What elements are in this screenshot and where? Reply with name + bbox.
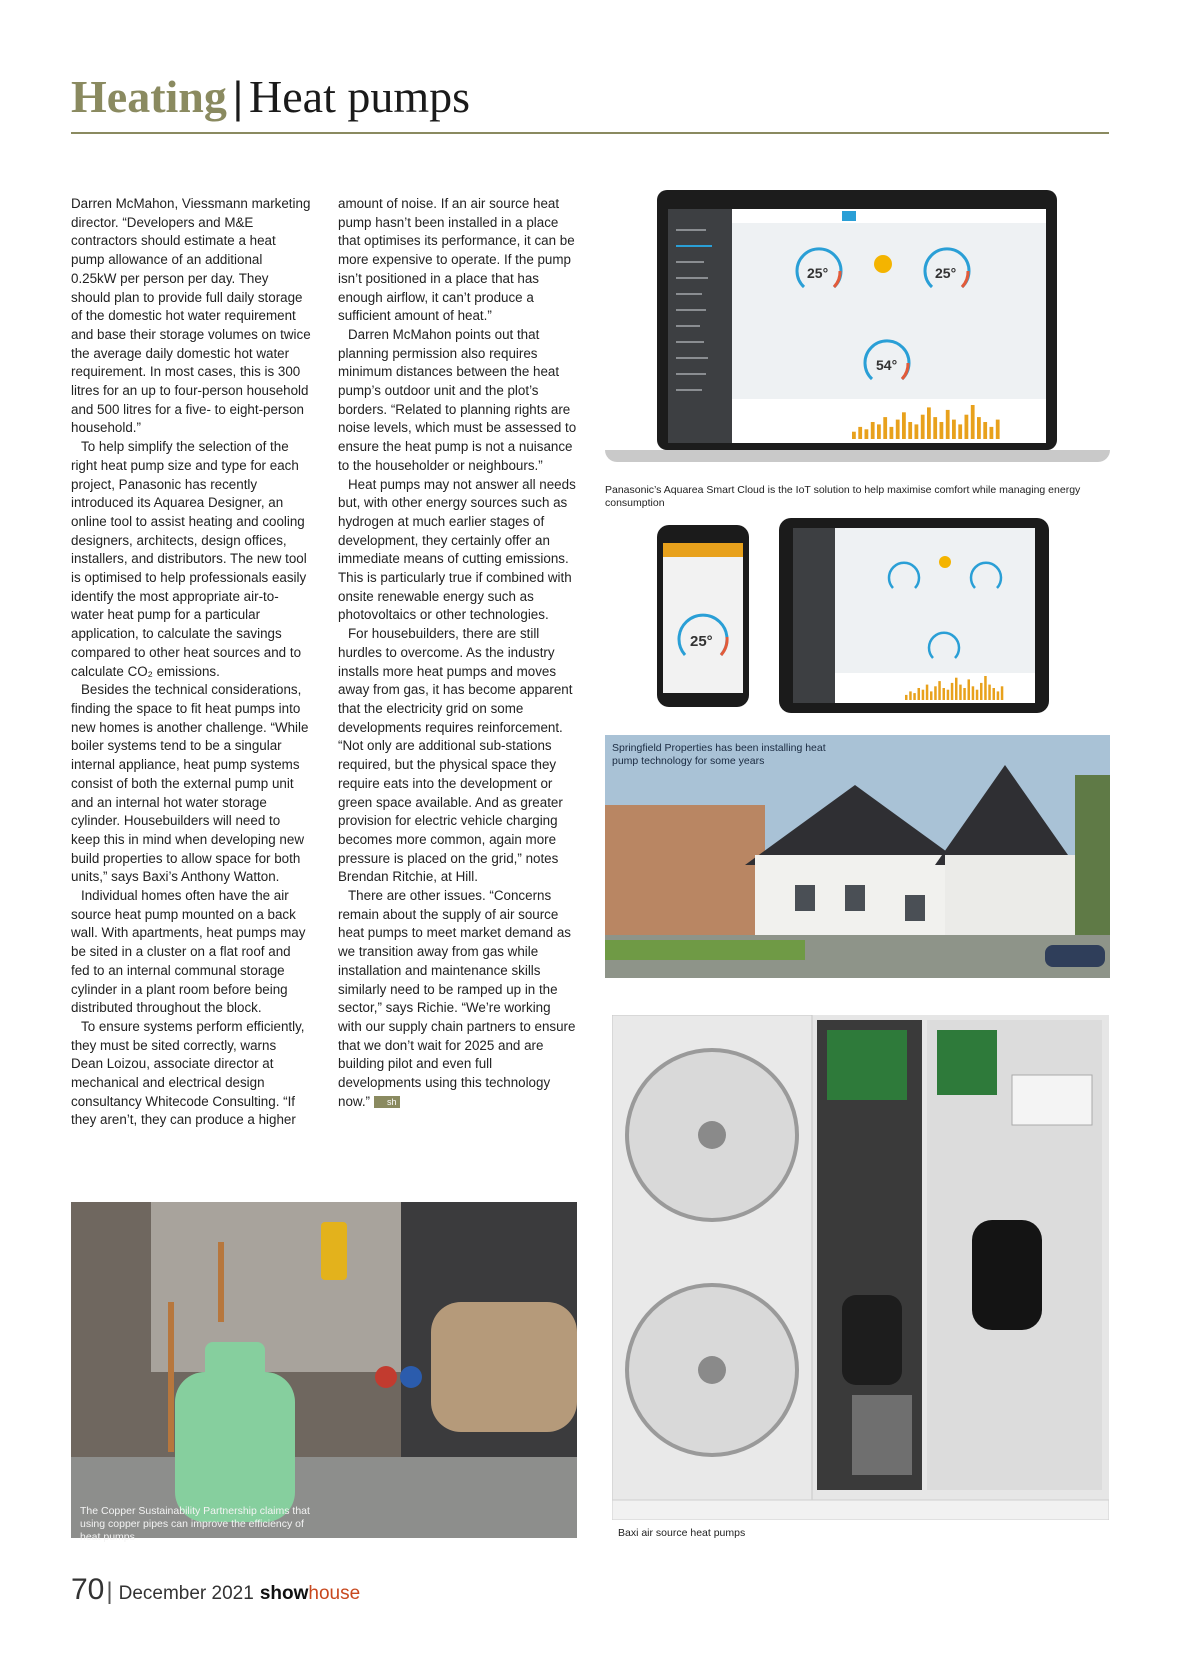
paragraph: Darren McMahon, Viessmann marketing director. “Developers and M&E contractors should estimate a heat pump allowance of an additional 0.25kW per person per day. They should plan to provide full daily storage of the domestic hot water requirement and base their storage volumes on twice the average daily domestic hot water requirement. In most cases, this is 300 litres for an up to four-person household and 500 litres for a five- to eight-person household.” bbox=[71, 196, 311, 436]
text-column-2 bbox=[338, 195, 578, 1111]
laptop-caption: Panasonic’s Aquarea Smart Cloud is the IoT solution to help maximise comfort while managing energy consumption bbox=[605, 484, 1081, 509]
gauge-left-value: 25° bbox=[807, 265, 829, 281]
paragraph: amount of noise. If an air source heat pump hasn’t been installed in a place that optimises its performance, it can be more expensive to operate. If the pump isn’t positioned in a place that has enough airflow, it can’t produce a sufficient amount of heat.” bbox=[338, 196, 575, 324]
energy-bar bbox=[883, 417, 887, 439]
page-header bbox=[71, 70, 470, 130]
paragraph: For housebuilders, there are still hurdles to overcome. As the industry installs more heat pumps and moves away from gas, it has become apparent that the electricity grid on some developments requires reinforcement. “Not only are additional sub-stations required, but the physical space they require eats into the development or green space available. And as greater provision for electric vehicle charging becomes more common, again more pressure is placed on the grid,” notes Brendan Ritchie, at Hill. bbox=[338, 626, 573, 885]
phone-app-bar bbox=[663, 543, 743, 557]
sidebar-menu-lines bbox=[668, 209, 732, 443]
energy-bar bbox=[865, 429, 869, 439]
paragraph: To help simplify the selection of the right heat pump size and type for each project, Panasonic has recently introduced its Aquarea Designer, an online tool to assist heating and cooling designers, architects, design offices, installers, and distributors. The new tool is optimised to help professionals easily identify the most appropriate air-to-water heat pump for a particular application, to calculate the savings compared to other heat sources and to calculate CO₂ emissions. bbox=[71, 439, 307, 679]
smart-cloud-dashboard bbox=[668, 209, 1046, 443]
paragraph: Heat pumps may not answer all needs but, with other energy sources such as hydrogen at much earlier stages of development, they certainly offer an immediate means of cutting emissions. This is particularly true if combined with onsite renewable energy such as photovoltaics or other technologies. bbox=[338, 476, 576, 623]
laptop-base bbox=[605, 450, 1110, 462]
energy-bar bbox=[905, 695, 908, 700]
phone-screen bbox=[663, 543, 743, 693]
energy-bar bbox=[996, 420, 1000, 439]
end-mark: sh bbox=[374, 1096, 400, 1108]
energy-bar bbox=[934, 686, 937, 700]
laptop-figure bbox=[605, 190, 1110, 472]
energy-bar bbox=[871, 422, 875, 439]
energy-bar bbox=[940, 422, 944, 439]
tablet-sidebar bbox=[793, 528, 835, 703]
energy-bar bbox=[913, 693, 916, 700]
energy-bar bbox=[993, 688, 996, 700]
heat-pump-illustration bbox=[612, 1015, 1109, 1520]
energy-bar bbox=[852, 432, 856, 439]
energy-bar bbox=[1001, 686, 1004, 700]
heat-pump-caption: Baxi air source heat pumps bbox=[618, 1527, 746, 1539]
energy-bar bbox=[980, 683, 983, 700]
energy-bar bbox=[959, 685, 962, 700]
energy-bar bbox=[896, 420, 900, 439]
energy-bar bbox=[858, 427, 862, 439]
houses-caption: Springfield Properties has been installing heat pump technology for some years bbox=[612, 742, 826, 767]
energy-bar bbox=[908, 422, 912, 439]
energy-bar bbox=[938, 681, 941, 700]
energy-bar bbox=[963, 688, 966, 700]
energy-bar bbox=[902, 412, 906, 439]
header-separator: | bbox=[232, 71, 244, 122]
energy-bar bbox=[977, 417, 981, 439]
energy-bar bbox=[983, 422, 987, 439]
energy-bar bbox=[909, 691, 912, 700]
page-footer bbox=[71, 1573, 360, 1613]
tablet bbox=[779, 518, 1049, 713]
energy-bar bbox=[922, 690, 925, 700]
energy-bar bbox=[918, 688, 921, 700]
energy-bar bbox=[955, 678, 958, 700]
tablet-dashboard bbox=[835, 528, 1035, 703]
energy-bar bbox=[976, 690, 979, 700]
dashboard-main bbox=[732, 209, 1046, 443]
energy-bar bbox=[965, 415, 969, 439]
energy-bar bbox=[990, 427, 994, 439]
footer-separator: | bbox=[106, 1578, 113, 1605]
paragraph: Besides the technical considerations, finding the space to fit heat pumps into new homes is another challenge. “While boiler systems tend to be a singular internal appliance, heat pump systems consist of both the external pump unit and an internal hot water storage cylinder. Housebuilders will need to keep this in mind when developing new build properties to allow space for both units,” says Baxi’s Anthony Watton. bbox=[71, 682, 309, 885]
energy-bar bbox=[933, 417, 937, 439]
section-title: Heating bbox=[71, 71, 227, 122]
technician-caption: The Copper Sustainability Partnership claims that using copper pipes can improve the efficiency of heat pumps bbox=[80, 1505, 310, 1543]
energy-bar bbox=[971, 405, 975, 439]
energy-bar bbox=[968, 679, 971, 700]
tablet-screen bbox=[793, 528, 1035, 703]
energy-bar bbox=[972, 686, 975, 700]
energy-bar bbox=[927, 407, 931, 439]
heat-pump-photo bbox=[612, 1015, 1109, 1520]
technician-illustration bbox=[71, 1202, 577, 1538]
dashboard-sidebar bbox=[668, 209, 732, 443]
energy-bar bbox=[951, 683, 954, 700]
energy-bar bbox=[947, 690, 950, 700]
phone-gauge bbox=[663, 543, 743, 693]
issue-date: December 2021 bbox=[118, 1583, 254, 1604]
energy-bar bbox=[921, 415, 925, 439]
brand-house: house bbox=[308, 1583, 361, 1604]
gauge-right-value: 25° bbox=[935, 265, 957, 281]
phone-gauge-value: 25° bbox=[690, 633, 713, 650]
page-number: 70 bbox=[71, 1573, 105, 1606]
phone bbox=[657, 525, 749, 707]
paragraph: Individual homes often have the air source heat pump mounted on a back wall. With apartments, heat pumps may be sited in a cluster on a flat roof and fed to an internal communal storage cylinder in a plant room before being distributed throughout the block. bbox=[71, 888, 306, 1016]
topic-title: Heat pumps bbox=[249, 71, 471, 122]
energy-bar bbox=[915, 424, 919, 439]
energy-bar bbox=[890, 427, 894, 439]
tank-gauge-value: 54° bbox=[876, 357, 898, 373]
energy-bar bbox=[997, 691, 1000, 700]
paragraph-last bbox=[338, 887, 578, 1111]
houses-photo bbox=[605, 735, 1110, 978]
energy-bar bbox=[946, 410, 950, 439]
energy-bar bbox=[930, 691, 933, 700]
header-rule bbox=[71, 132, 1109, 134]
technician-photo bbox=[71, 1202, 577, 1538]
energy-bar bbox=[926, 685, 929, 700]
devices-figure bbox=[605, 515, 1110, 713]
paragraph: To ensure systems perform efficiently, they must be sited correctly, warns Dean Loizou, associate director at mechanical and electrical design consultancy Whitecode Consulting. “If they aren’t, they can produce a higher bbox=[71, 1018, 305, 1128]
paragraph: Darren McMahon points out that planning permission also requires minimum distances between the heat pump’s outdoor unit and the plot’s borders. “Related to planning rights are noise levels, which must be assessed to ensure the heat pump is not a nuisance to the householder or neighbours.” bbox=[338, 326, 577, 473]
sun-icon bbox=[939, 556, 951, 568]
text-column-1 bbox=[71, 195, 311, 1130]
energy-bar bbox=[877, 424, 881, 439]
paragraph-text: There are other issues. “Concerns remain about the supply of air source heat pumps to meet market demand as we transition away from gas while installation and maintenance skills similarly need to be ramped up in the sector,” says Richie. “We’re working with our supply chain partners to ensure that we don’t wait for 2025 and are building pilot and even full developments using this technology now.” bbox=[338, 888, 576, 1109]
energy-bar bbox=[984, 676, 987, 700]
energy-bar bbox=[952, 420, 956, 439]
houses-illustration bbox=[605, 735, 1110, 978]
energy-bar bbox=[958, 424, 962, 439]
energy-bar bbox=[943, 688, 946, 700]
energy-bar bbox=[988, 685, 991, 700]
brand-show: show bbox=[259, 1583, 309, 1604]
laptop-screen bbox=[657, 190, 1057, 450]
sun-icon bbox=[874, 255, 892, 273]
